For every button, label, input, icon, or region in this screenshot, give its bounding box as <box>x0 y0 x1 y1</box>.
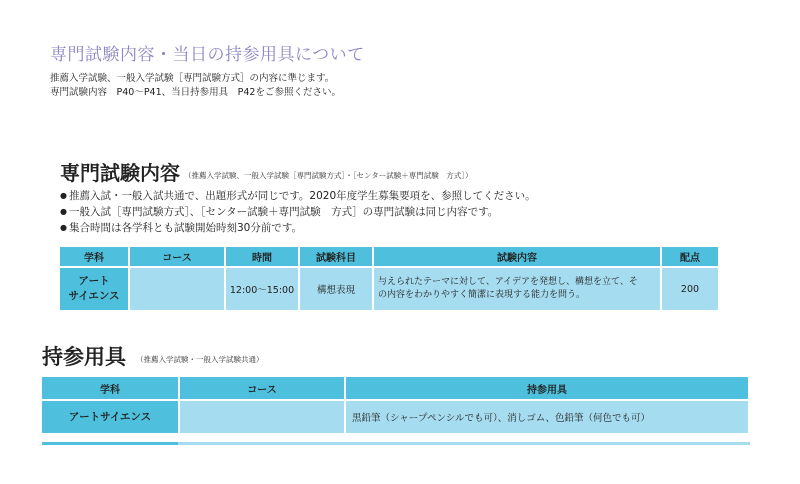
section-items-title: 持参用具 <box>42 345 126 369</box>
cell-department-line: サイエンス <box>68 290 120 302</box>
column-header-course: コース <box>130 247 224 266</box>
list-item: ● 推薦入試・一般入試共通で、出題形式が同じです。2020年度学生募集要項を、参照してください。 <box>60 188 536 204</box>
cell-points: 200 <box>662 268 718 310</box>
cell-exam-subject: 構想表現 <box>300 268 372 310</box>
table-continuation-edge <box>42 442 750 445</box>
cell-department <box>60 268 128 310</box>
column-header-course: コース <box>180 377 344 399</box>
column-header-department: 学科 <box>60 247 128 266</box>
cell-time: 12:00〜15:00 <box>226 268 298 310</box>
header-note <box>50 72 341 100</box>
column-header-points: 配点 <box>662 247 718 266</box>
cell-course <box>130 268 224 310</box>
header-note-line: 推薦入学試験、一般入学試験［専門試験方式］の内容に準じます。 <box>50 73 335 84</box>
table-row <box>42 401 748 433</box>
column-header-department: 学科 <box>42 377 178 399</box>
cell-exam-content-line: 与えられたテーマに対して、アイデアを発想し、構想を立て、そ <box>378 277 638 287</box>
column-header-time: 時間 <box>226 247 298 266</box>
cell-department: アートサイエンス <box>42 401 178 433</box>
cell-course <box>180 401 344 433</box>
cell-department-line: アート <box>78 275 110 287</box>
column-header-exam-subject: 試験科目 <box>300 247 372 266</box>
cell-exam-content-line: の内容をわかりやすく簡潔に表現する能力を問う。 <box>378 290 586 300</box>
page-title: 専門試験内容・当日の持参用具について <box>50 45 365 65</box>
header-note-line: 専門試験内容 P40〜P41、当日持参用具 P42をご参照ください。 <box>50 87 341 98</box>
list-item: ● 一般入試［専門試験方式］、［センター試験＋専門試験 方式］の専門試験は同じ内容です。 <box>60 204 536 220</box>
items-table <box>40 375 750 435</box>
section-items-subtitle: （推薦入学試験・一般入学試験共通） <box>136 355 264 364</box>
table-continuation-edge-left <box>42 442 178 445</box>
column-header-items: 持参用具 <box>346 377 748 399</box>
exam-content-table <box>58 245 720 312</box>
exam-notes-list <box>60 188 536 236</box>
section-items-heading <box>42 341 264 371</box>
table-header-row <box>60 247 718 266</box>
table-header-row <box>42 377 748 399</box>
table-row <box>60 268 718 310</box>
section-exam-subtitle: （推薦入学試験、一般入学試験［専門試験方式］・［センター試験＋専門試験 方式］） <box>184 171 473 180</box>
cell-items: 黒鉛筆（シャープペンシルでも可）、消しゴム、色鉛筆（何色でも可） <box>346 401 748 433</box>
list-item: ● 集合時間は各学科とも試験開始時刻30分前です。 <box>60 220 536 236</box>
cell-exam-content <box>374 268 660 310</box>
section-exam-heading <box>60 157 472 186</box>
section-exam-title: 専門試験内容 <box>60 161 180 185</box>
column-header-exam-content: 試験内容 <box>374 247 660 266</box>
